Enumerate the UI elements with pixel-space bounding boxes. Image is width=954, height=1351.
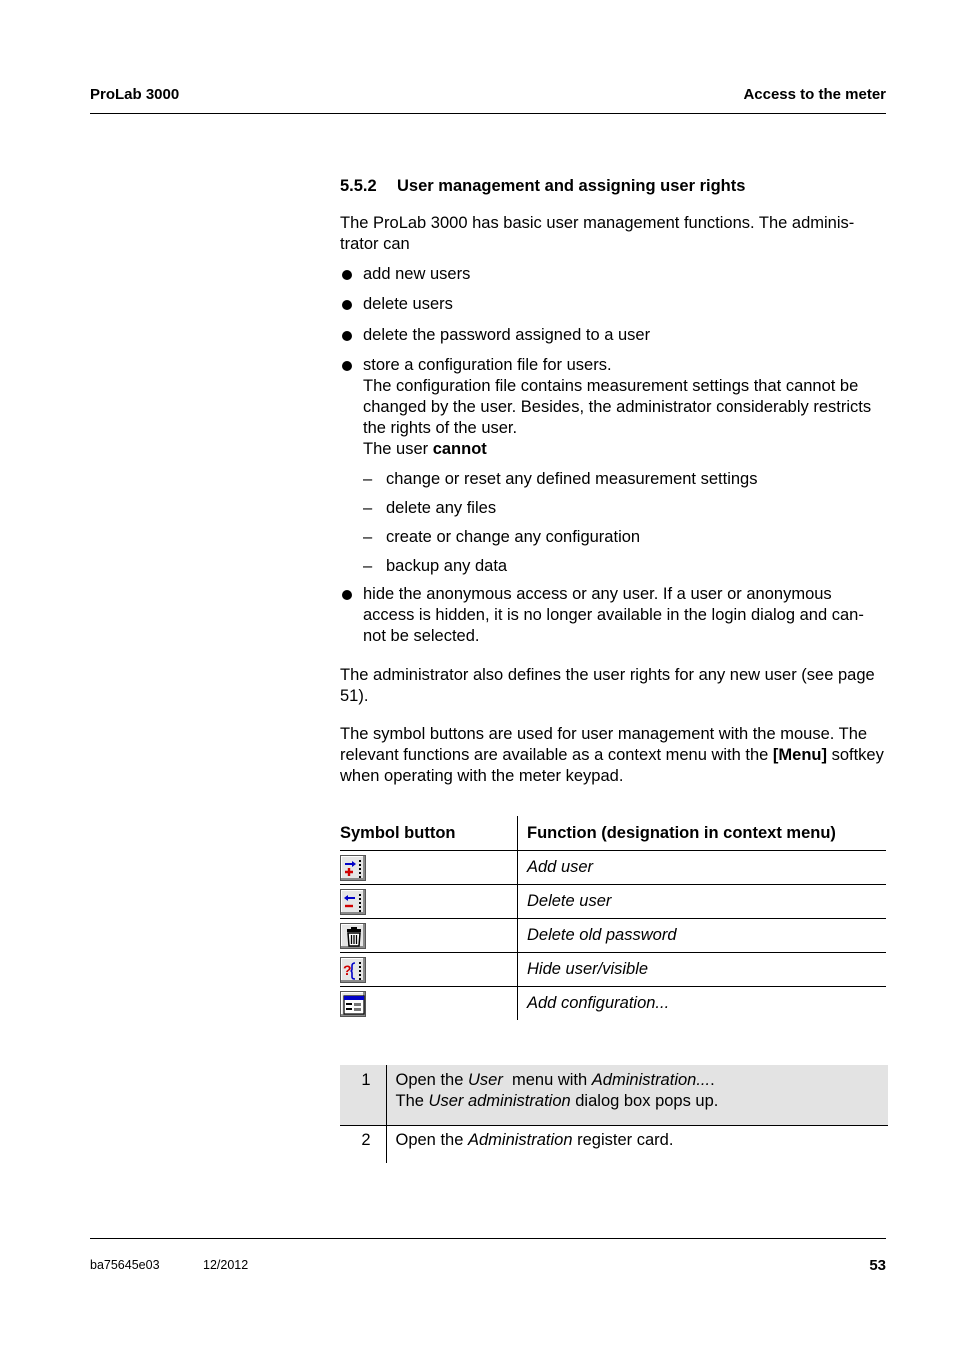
- dash-text: change or reset any defined measurement settings: [386, 470, 758, 488]
- table-row: [340, 987, 886, 1021]
- rights-paragraph: The administrator also defines the user rights for any new user (see page 51).: [340, 666, 875, 705]
- emphasis-cannot: cannot: [432, 440, 487, 458]
- hide-user-icon[interactable]: [340, 957, 366, 983]
- bullet-dot: [342, 270, 352, 280]
- bullet-item: [340, 584, 886, 647]
- bullet-item: [340, 264, 886, 285]
- trash-icon[interactable]: [340, 923, 366, 949]
- dialog-name: User administration: [428, 1092, 571, 1110]
- menu-item-administration: Administration...: [591, 1071, 711, 1089]
- dash-marker: –: [363, 499, 373, 517]
- function-cell: Hide user/visible: [518, 953, 887, 987]
- intro-paragraph: The ProLab 3000 has basic user management functions. The adminis-trator can: [340, 214, 855, 253]
- dash-item: [363, 556, 507, 577]
- dash-text: create or change any configuration: [386, 528, 641, 546]
- configuration-icon[interactable]: [340, 991, 366, 1017]
- symbol-button-table: [340, 816, 886, 1020]
- dash-marker: –: [363, 528, 373, 546]
- bullet-text: hide the anonymous access or any user. If a user or anonymous access is hidden, it is no longer available in the login dialog and can-not be selected.: [363, 585, 864, 645]
- table-row: [340, 953, 886, 987]
- bullet-dot: [342, 331, 352, 341]
- step-row: [340, 1126, 888, 1164]
- step-number: 2: [340, 1126, 386, 1164]
- column-header: Function (designation in context menu): [518, 816, 887, 851]
- buttons-paragraph: [340, 724, 886, 787]
- column-header: Symbol button: [340, 823, 456, 842]
- text-run: Open the: [395, 1131, 468, 1149]
- function-cell: Add configuration...: [518, 987, 887, 1021]
- bullet-text: add new users: [363, 265, 471, 283]
- svg-text:?: ?: [343, 962, 352, 978]
- footer-doc-id: ba75645e03: [90, 1258, 160, 1272]
- text-run: Open the: [395, 1071, 468, 1089]
- text-run: The user: [363, 440, 433, 458]
- bullet-dot: [342, 300, 352, 310]
- bullet-text: delete users: [363, 295, 453, 313]
- text-run: The symbol buttons are used for user management with the mouse. The relevant functions are available as a context menu with the: [340, 725, 868, 764]
- table-row: [340, 885, 886, 919]
- dash-item: [363, 469, 757, 490]
- dash-marker: –: [363, 470, 373, 488]
- text-run: The: [395, 1092, 429, 1110]
- delete-user-icon[interactable]: [340, 889, 366, 915]
- function-cell: Delete user: [518, 885, 887, 919]
- procedure-steps: [340, 1065, 888, 1163]
- bullet-text-line: store a configuration file for users.: [363, 356, 612, 374]
- bullet-text: delete the password assigned to a user: [363, 326, 651, 344]
- bullet-text-line: The configuration file contains measurement settings that cannot be changed by the user. Besides, the administrator considerably restricts the rights of the user.: [363, 377, 872, 437]
- bullet-text-line: [363, 439, 886, 460]
- text-run: menu with: [502, 1071, 592, 1089]
- register-card-name: Administration: [467, 1131, 573, 1149]
- text-run: .: [710, 1071, 715, 1089]
- dash-text: backup any data: [386, 557, 508, 575]
- text-run: register card.: [572, 1131, 674, 1149]
- header-product: ProLab 3000: [90, 86, 180, 103]
- header-rule: [90, 113, 886, 114]
- footer-rule: [90, 1238, 886, 1239]
- section-heading: [340, 177, 745, 196]
- step-number: 1: [340, 1065, 386, 1126]
- dash-marker: –: [363, 557, 373, 575]
- dash-item: [363, 498, 496, 519]
- text-run: softkey when operating with the meter keypad.: [340, 746, 884, 785]
- section-title: User management and assigning user rights: [397, 177, 746, 195]
- step-text: [386, 1065, 888, 1126]
- bullet-dot: [342, 361, 352, 371]
- bullet-dot: [342, 590, 352, 600]
- step-row: [340, 1065, 888, 1126]
- table-row: [340, 851, 886, 885]
- function-cell: Add user: [518, 851, 887, 885]
- bullet-item: [340, 294, 886, 315]
- dash-text: delete any files: [386, 499, 497, 517]
- footer-date: 12/2012: [203, 1258, 249, 1272]
- page-number: 53: [869, 1257, 886, 1274]
- add-user-icon[interactable]: [340, 855, 366, 881]
- bullet-item: [340, 355, 886, 460]
- table-header-row: [340, 816, 886, 851]
- text-run: dialog box pops up.: [570, 1092, 719, 1110]
- step-text: [386, 1126, 888, 1164]
- header-chapter: Access to the meter: [743, 86, 886, 103]
- section-number: 5.5.2: [340, 177, 377, 195]
- bullet-text: [363, 355, 886, 460]
- menu-name-user: User: [467, 1071, 503, 1089]
- function-cell: Delete old password: [518, 919, 887, 953]
- table-row: [340, 919, 886, 953]
- menu-softkey-label: [Menu]: [772, 746, 827, 764]
- bullet-item: [340, 325, 886, 346]
- dash-item: [363, 527, 640, 548]
